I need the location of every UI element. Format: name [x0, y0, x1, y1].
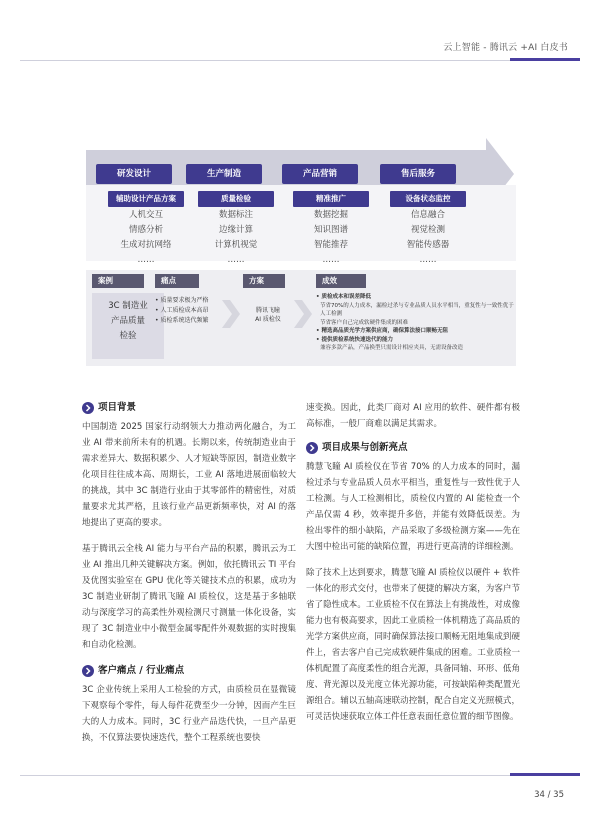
sub-item: 情感分析: [128, 225, 163, 235]
stage-col-manufacture: [198, 191, 274, 267]
stage-rd: 研发设计: [96, 164, 172, 184]
chevron-right-icon: [294, 300, 312, 328]
stage-col-marketing: [293, 191, 369, 267]
paragraph: 除了技术上达到要求，腾慧飞瞳 AI 质检仪以硬件 + 软件一体化的形式交付，也带来了便捷的解决方案，为客户节省了隐性成本。工业质检不仅在算法上有挑战性，对成像能力也有极高要求，因此工业质检一体机精选了高品质的光学方案供应商，同时确保算法接口顺畅无阻地集成到硬件上，省去客户自己完成软硬件集成的困难。工业质检一体机配置了高度柔性的组合光源，具备同轴、环形、低角度、背光源以及光度立体光源功能，可按缺陷种类配置光源组合。辅以五轴高速联动控制，配合自定义光照模式，可灵活快速获取立体工件任意表面任意位置的细节图像。: [306, 568, 520, 722]
header-title: 云上智能 - 腾讯云 +AI 白皮书: [443, 43, 568, 53]
sub-item: ……: [322, 255, 340, 265]
section-chevron-icon: [82, 402, 94, 414]
sub-item: 知识图谱: [313, 225, 348, 235]
stage-col-aftersales: [390, 191, 466, 267]
sub-item: ……: [137, 255, 155, 265]
case-name-line: 3C 制造业: [108, 301, 148, 311]
section-title-text: 项目背景: [98, 402, 137, 413]
right-column: [306, 400, 520, 735]
sub-item: ……: [227, 255, 245, 265]
section-title-results: [306, 440, 520, 456]
sub-item: 边缘计算: [218, 225, 253, 235]
paragraph: 基于腾讯云全栈 AI 能力与平台产品的积累，腾讯云为工业 AI 推出几种关键解决方案。例如，依托腾讯云 TI 平台及优图实验室在 GPU 优化等关键技术点的积累，成功为 3C 制造业研制了腾讯飞瞳 AI 质检仪，这是基于多轴联动与深度学习的高柔性外观检测尺寸测量一体化设备，实现了 3C 制造业中小微型金属零配件外观数据的实时搜集和自动化检测。: [82, 544, 296, 650]
case-name-line: 检验: [119, 331, 137, 341]
footer-accent: [510, 773, 580, 776]
solution-text: [243, 306, 293, 324]
sub-item: 视觉检测: [410, 225, 445, 235]
section-chevron-icon: [82, 665, 94, 677]
value-chain-diagram: [0, 0, 600, 380]
pain-label: 痛点: [155, 274, 199, 288]
page-number: 34 / 35: [534, 790, 564, 800]
result-item: 兼容多款产品，产品换型只需设计相应夹具，无需设备改造: [320, 345, 464, 351]
case-label: 案例: [92, 274, 144, 288]
sub-item: 计算机视觉: [214, 240, 258, 250]
paragraph-continued: [306, 400, 520, 432]
case-name-line: 产品质量: [110, 316, 145, 326]
chevron-right-icon: [222, 300, 240, 328]
sub-item: 数据标注: [218, 210, 253, 220]
section-title-background: [82, 400, 296, 416]
sub-item: 生成对抗网络: [120, 240, 172, 250]
stage-aftersales: 售后服务: [380, 164, 456, 184]
sub-head: 设备状态监控: [390, 191, 466, 207]
left-column: [82, 400, 296, 788]
sub-item: 信息融合: [410, 210, 445, 220]
stage-col-rd: [108, 191, 184, 267]
solution-label: 方案: [243, 274, 285, 288]
stage-marketing: 产品营销: [282, 164, 358, 184]
footer-rule: [20, 775, 580, 776]
section-title-pain: [82, 663, 296, 679]
result-bold: • 质检成本和误差降低: [316, 293, 516, 302]
paragraph: 3C 企业传统上采用人工检验的方式，由质检员在显微镜下观察每个零件，每人每件花费至少一分钟，因而产生巨大的人力成本。同时，3C 行业产品迭代快，一旦产品更换，不仅算法要快速迭代，整个工程系统也要快: [82, 685, 296, 743]
result-bold: • 提供质检系统快速迭代的能力: [316, 336, 516, 345]
result-item: 节省70%的人力成本，漏检过杀与专业品质人员水平相当，重复性与一致性优于人工检测: [320, 302, 514, 317]
solution-line: 腾讯飞瞳: [255, 307, 280, 314]
sub-head: 辅助设计产品方案: [108, 191, 184, 207]
case-name: [92, 293, 164, 359]
section-title-text: 项目成果与创新亮点: [322, 442, 408, 453]
result-list: [316, 293, 516, 353]
section-title-text: 客户痛点 / 行业痛点: [98, 665, 185, 676]
sub-item: 智能推荐: [313, 240, 348, 250]
sub-item: 智能传感器: [406, 240, 450, 250]
section-chevron-icon: [306, 442, 318, 454]
stage-manufacture: 生产制造: [186, 164, 262, 184]
result-label: 成效: [316, 274, 366, 288]
result-bold: • 精选高品质光学方案供应商，确保算法接口顺畅无阻: [316, 327, 516, 336]
pain-item: • 质检系统迭代频繁: [155, 316, 225, 326]
pain-item: • 人工质检成本高昂: [155, 306, 225, 316]
sub-item: 数据挖掘: [313, 210, 348, 220]
pain-list: [155, 296, 225, 326]
result-item: 节省客户自己完成软硬件集成的困难: [320, 319, 409, 326]
paragraph: 腾慧飞瞳 AI 质检仪在节省 70% 的人力成本的同时，漏检过杀与专业品质人员水平相当，重复性与一致性优于人工检测。与人工检测相比，质检仪内置的 AI 能检查一个产品仅需 4 秒，效率提升多倍，并能有效降低误差。为检出零件的细小缺陷，产品采取了多级检测方案——先在大图中检出可能的缺陷位置，再进行更高清的详细检测。: [306, 462, 520, 552]
sub-head: 质量检验: [198, 191, 274, 207]
pain-item: • 质量要求极为严格: [155, 296, 225, 306]
sub-head: 精准推广: [293, 191, 369, 207]
sub-item: ……: [419, 255, 437, 265]
solution-line: AI 质检仪: [255, 316, 281, 323]
paragraph-continued-text: 速变换。因此，此类厂商对 AI 应用的软件、硬件都有极高标准，一般厂商难以满足其需求。: [306, 403, 520, 429]
paragraph: 中国制造 2025 国家行动纲领大力推动两化融合，为工业 AI 带来前所未有的机遇。长期以来，传统制造业由于需求差异大、数据积累少、人才短缺等原因，制造业数字化项目往往成本高、周期长，工业 AI 落地进展面临较大的挑战，其中 3C 制造行业由于其零部件的精密性，对质量要求尤其严格，且该行业产品更新频率快，对 AI 的落地提出了更高的要求。: [82, 422, 296, 528]
sub-item: 人机交互: [128, 210, 163, 220]
